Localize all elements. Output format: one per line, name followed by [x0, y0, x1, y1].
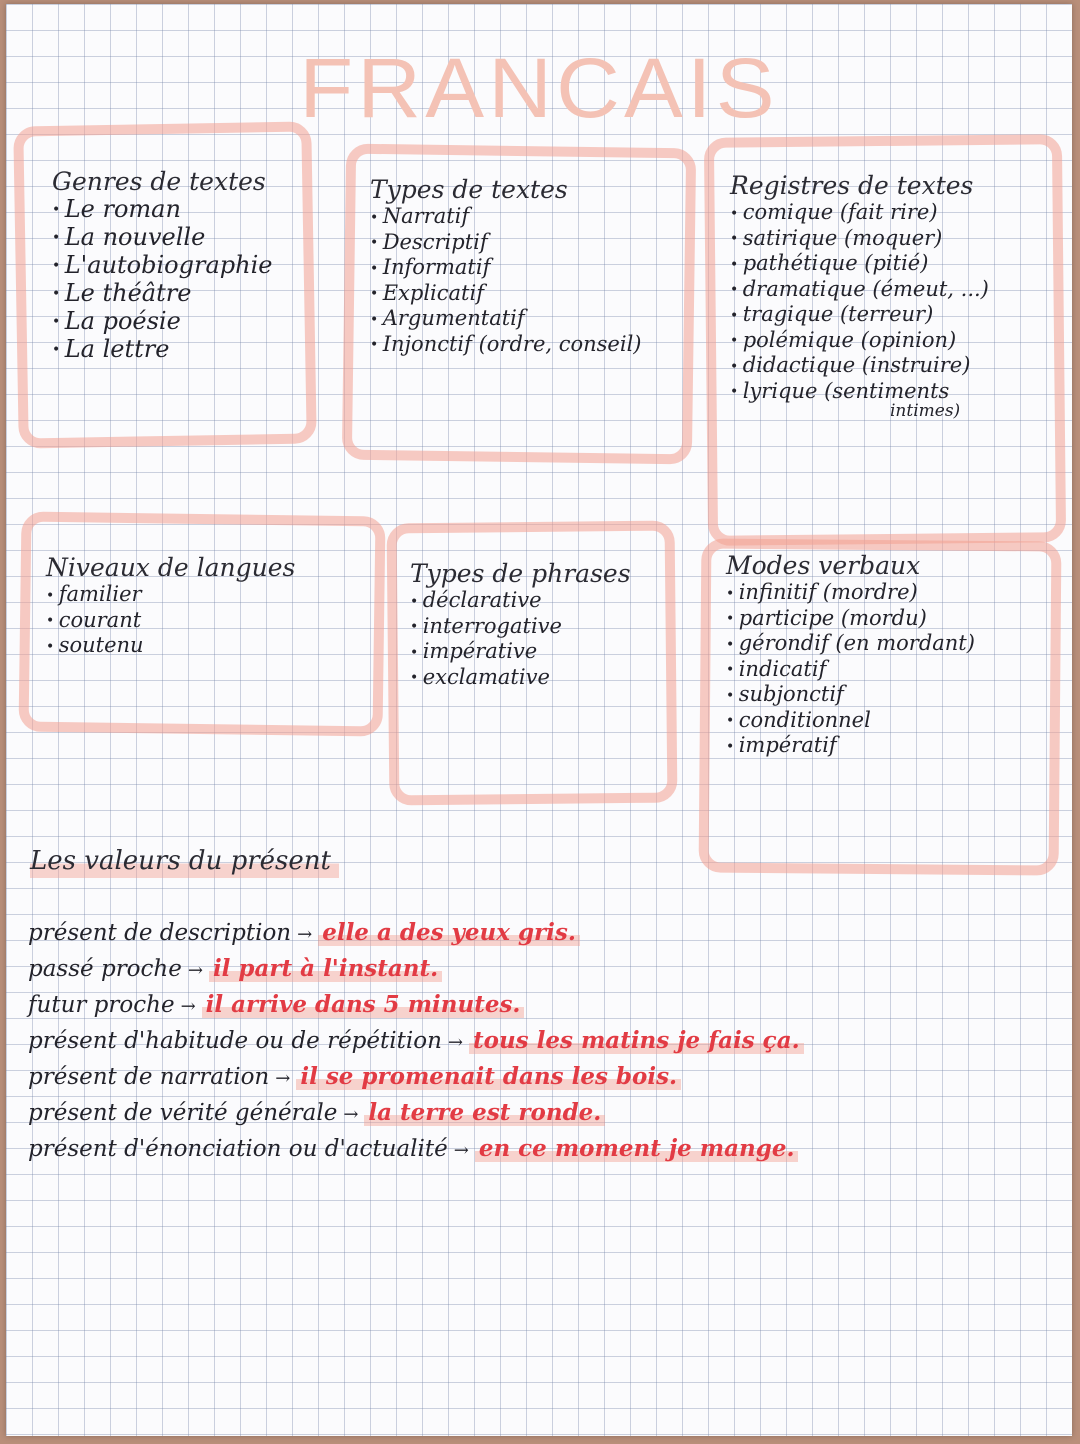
niveaux-heading: Niveaux de langues [46, 553, 296, 582]
list-item: • La lettre [52, 336, 272, 364]
list-item [28, 1060, 804, 1096]
list-item [28, 916, 804, 952]
valeur-example: il part à l'instant. [209, 955, 442, 982]
valeur-example: tous les matins je fais ça. [469, 1027, 804, 1054]
valeurs-heading: Les valeurs du présent [30, 846, 339, 878]
valeurs-list [28, 916, 804, 1168]
list-item: • Informatif [370, 255, 641, 281]
list-item: • comique (fait rire) [730, 200, 989, 226]
list-item: • Descriptif [370, 230, 641, 256]
arrow-icon: → [453, 1140, 469, 1161]
list-item: • subjonctif [726, 682, 975, 708]
list-item: • La nouvelle [52, 224, 272, 252]
list-item: • gérondif (en mordant) [726, 631, 975, 657]
list-item: • impérative [410, 639, 631, 665]
list-item: • Injonctif (ordre, conseil) [370, 332, 641, 358]
arrow-icon: → [343, 1104, 359, 1125]
list-item: • impératif [726, 733, 975, 759]
registres-note: intimes) [890, 401, 961, 421]
valeur-example: il se promenait dans les bois. [296, 1063, 681, 1090]
list-item: • courant [46, 608, 295, 634]
list-item: • didactique (instruire) [730, 353, 989, 379]
arrow-icon: → [275, 1068, 291, 1089]
list-item: • lyrique (sentiments [730, 379, 989, 405]
types-phrases-list [410, 588, 631, 690]
modes-heading: Modes verbaux [726, 551, 921, 580]
valeur-example: la terre est ronde. [364, 1099, 605, 1126]
list-item: • satirique (moquer) [730, 226, 989, 252]
list-item: • Le théâtre [52, 280, 272, 308]
arrow-icon: → [447, 1032, 463, 1053]
list-item: • La poésie [52, 308, 272, 336]
registres-list [730, 200, 989, 404]
arrow-icon: → [297, 924, 313, 945]
list-item [28, 1024, 804, 1060]
list-item: • déclarative [410, 588, 631, 614]
types-phrases-content [410, 560, 631, 690]
list-item: • Narratif [370, 204, 641, 230]
list-item: • indicatif [726, 657, 975, 683]
arrow-icon: → [180, 996, 196, 1017]
valeur-label: présent d'énonciation ou d'actualité [28, 1136, 448, 1162]
list-item: • conditionnel [726, 708, 975, 734]
list-item: • familier [46, 582, 295, 608]
types-textes-list [370, 204, 641, 357]
list-item [28, 988, 804, 1024]
list-item: • pathétique (pitié) [730, 251, 989, 277]
list-item: • Explicatif [370, 281, 641, 307]
list-item: • dramatique (émeut, ...) [730, 277, 989, 303]
arrow-icon: → [187, 960, 203, 981]
types-textes-content [370, 176, 641, 357]
valeur-label: présent de narration [28, 1064, 270, 1090]
valeur-label: passé proche [28, 956, 182, 982]
types-textes-heading: Types de textes [370, 175, 568, 204]
valeur-example: elle a des yeux gris. [318, 919, 580, 946]
modes-list [726, 580, 975, 759]
list-item: • Le roman [52, 196, 272, 224]
list-item: • participe (mordu) [726, 606, 975, 632]
notebook-page [6, 4, 1072, 1436]
valeur-label: futur proche [28, 992, 175, 1018]
niveaux-content [46, 554, 295, 659]
modes-content [726, 552, 975, 759]
list-item [28, 1132, 804, 1168]
list-item [28, 1096, 804, 1132]
list-item: • polémique (opinion) [730, 328, 989, 354]
list-item: • soutenu [46, 633, 295, 659]
valeur-label: présent de description [28, 920, 292, 946]
genres-content [52, 168, 272, 364]
registres-content [730, 171, 989, 421]
genres-heading: Genres de textes [52, 167, 266, 196]
valeur-example: il arrive dans 5 minutes. [202, 991, 525, 1018]
niveaux-list [46, 582, 295, 659]
list-item: • exclamative [410, 665, 631, 691]
list-item: • infinitif (mordre) [726, 580, 975, 606]
page-title: FRANCAIS [299, 41, 779, 135]
list-item: • Argumentatif [370, 306, 641, 332]
list-item: • L'autobiographie [52, 252, 272, 280]
genres-list [52, 196, 272, 364]
valeur-label: présent d'habitude ou de répétition [28, 1028, 442, 1054]
registres-heading: Registres de textes [730, 171, 974, 200]
valeur-example: en ce moment je mange. [475, 1135, 799, 1162]
valeur-label: présent de vérité générale [28, 1100, 338, 1126]
list-item: • interrogative [410, 614, 631, 640]
types-phrases-heading: Types de phrases [410, 559, 631, 588]
list-item [28, 952, 804, 988]
list-item: • tragique (terreur) [730, 302, 989, 328]
